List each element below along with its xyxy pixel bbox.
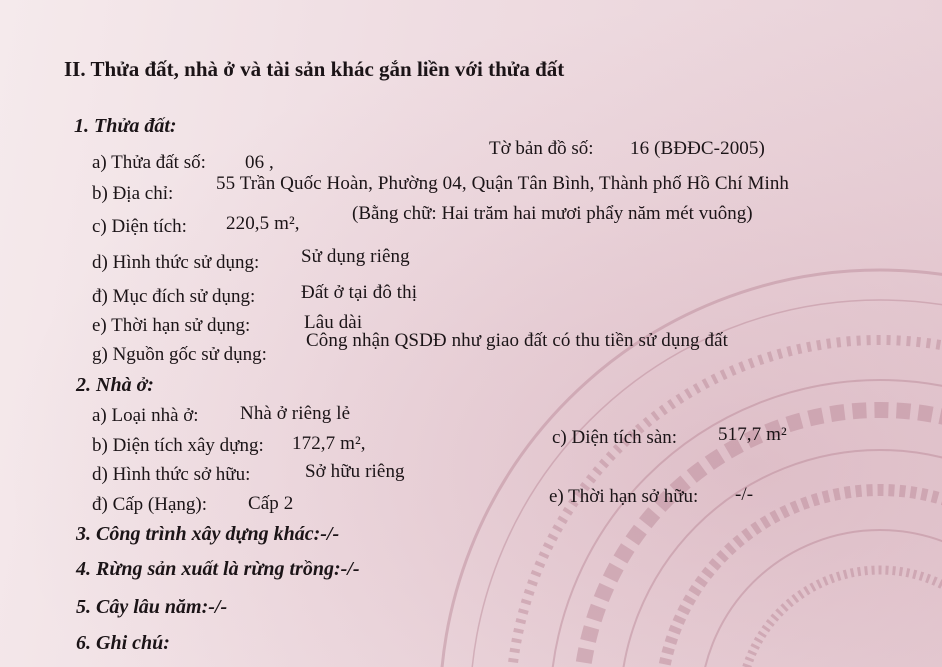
production-forest-line: 4. Rừng sản xuất là rừng trồng:-/- [76,558,360,580]
floor-area-label: c) Diện tích sàn: [552,427,678,448]
floor-area-value: 517,7 m² [718,424,787,445]
section-title: II. Thửa đất, nhà ở và tài sản khác gắn liền với thửa đất [64,57,565,81]
usage-purpose-label: đ) Mục đích sử dụng: [92,286,256,307]
ownership-term-label: e) Thời hạn sở hữu: [549,486,699,507]
land-parcel-label: a) Thửa đất số: [92,152,206,173]
usage-origin-value: Công nhận QSDĐ như giao đất có thu tiền sử dụng đất [306,330,729,351]
usage-purpose-value: Đất ở tại đô thị [301,282,418,303]
map-sheet-label: Tờ bản đồ số: [489,138,594,159]
land-heading: 1. Thửa đất: [74,115,177,137]
usage-form-label: d) Hình thức sử dụng: [92,252,260,273]
ownership-form-value: Sở hữu riêng [305,461,405,482]
map-sheet-value: 16 (BĐĐC-2005) [630,138,765,159]
house-type-value: Nhà ở riêng lẻ [240,403,351,424]
address-value: 55 Trần Quốc Hoàn, Phường 04, Quận Tân Bình, Thành phố Hồ Chí Minh [216,173,790,194]
usage-form-value: Sử dụng riêng [301,246,410,267]
construction-area-label: b) Diện tích xây dựng: [92,435,264,456]
house-heading: 2. Nhà ở: [76,374,154,396]
land-parcel-value: 06 , [245,152,274,173]
house-grade-value: Cấp 2 [248,493,294,514]
perennial-trees-line: 5. Cây lâu năm:-/- [76,596,228,618]
bronze-drum-watermark [420,150,942,667]
usage-term-value: Lâu dài [304,312,363,333]
land-area-value: 220,5 m², [226,213,300,234]
construction-area-value: 172,7 m², [292,433,366,454]
usage-term-label: e) Thời hạn sử dụng: [92,315,251,336]
notes-heading: 6. Ghi chú: [76,632,170,654]
land-area-words: (Bằng chữ: Hai trăm hai mươi phẩy năm mét vuông) [352,203,753,224]
address-label: b) Địa chỉ: [92,183,174,204]
house-type-label: a) Loại nhà ở: [92,405,199,426]
house-grade-label: đ) Cấp (Hạng): [92,494,208,515]
usage-origin-label: g) Nguồn gốc sử dụng: [92,344,267,365]
land-area-label: c) Diện tích: [92,216,187,237]
ownership-form-label: d) Hình thức sở hữu: [92,464,251,485]
other-works-line: 3. Công trình xây dựng khác:-/- [76,523,340,545]
ownership-term-value: -/- [735,484,754,505]
